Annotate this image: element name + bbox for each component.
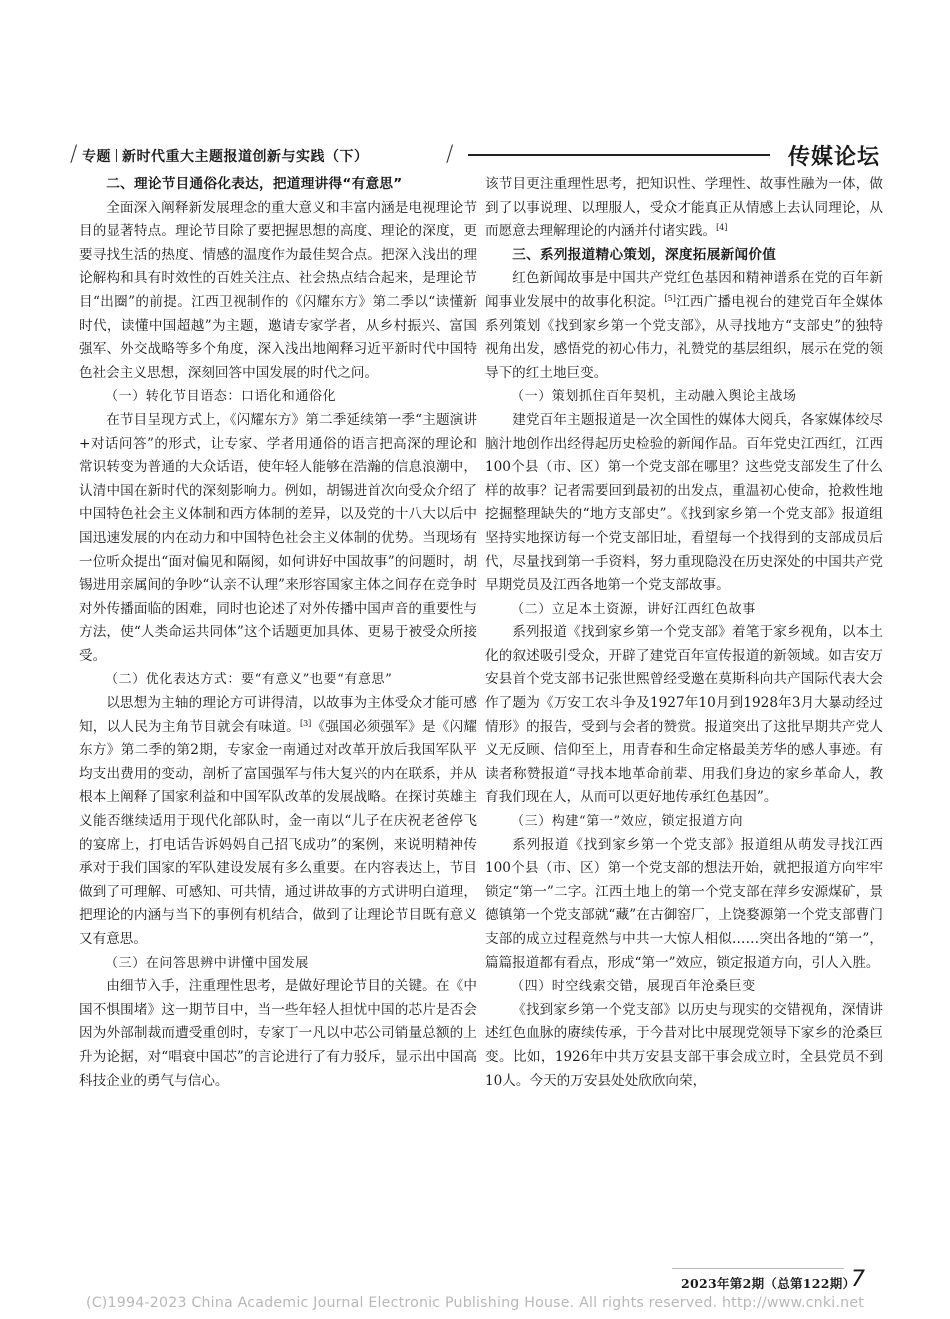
body-paragraph [79,692,477,952]
paragraph-text: 以思想为主轴的理论方可讲得清，以故事为主体受众才能可感知，以人民为主角节目就会有味道。 [79,695,477,735]
header-slash-right: / [446,142,454,167]
section-title: 新时代重大主题报道创新与实践（下） [122,149,369,165]
journal-name: 传媒论坛 [787,145,880,170]
subsection-heading [485,385,883,409]
paragraph-text: 由细节入手，注重理性思考，是做好理论节目的关键。在《中国不惧围堵》这一期节目中，当一些年轻人担忧中国的芯片是否会因为外部制裁而遭受重创时，专家丁一凡以中芯公司销量总额的上升为论据，对“唱衰中国芯”的言论进行了有力驳斥，显示出中国高科技企业的勇气与信心。 [79,978,477,1089]
subsection-heading [485,598,883,622]
body-paragraph [79,197,477,386]
running-header [70,140,880,168]
paragraph-text: 在节目呈现方式上，《闪耀东方》第二季延续第一季“主题演讲+对话问答”的形式，让专家、学者用通俗的语言把高深的理论和常识转变为普通的大众话语，使年轻人能够在浩瀚的信息浪潮中，认清中国在新时代的深刻影响力。例如，胡锡进首次向受众介绍了中国特色社会主义体制和西方体制的差异，以及党的十八大以后中国迅速发展的内在动力和中国特色社会主义体制的优势。当现场有一位听众提出“面对偏见和隔阂，如何讲好中国故事”的问题时，胡锡进用亲属间的争吵“认亲不认理”来形容国家主体之间存在竞争时对外传播面临的困难，同时也论述了对外传播中国声音的重要性与方法，使“人类命运共同体”这个话题更加具体、更易于被受众所接受。 [79,411,477,664]
paragraph-text: 江西广播电视台的建党百年全媒体系列策划《找到家乡第一个党支部》，从寻找地方“支部史”的独特视角出发，感悟党的初心伟力，礼赞党的基层组织，展示在党的领导下的红土地巨变。 [485,293,884,381]
citation-marker: [3] [299,718,312,728]
paragraph-text: 该节目更注重理性思考，把知识性、学理性、故事性融为一体，做到了以事说理、以理服人，受众才能真正从情感上去认同理论，从而愿意去理解理论的内涵并付诸实践。 [485,176,883,240]
body-paragraph [485,834,883,976]
header-slash-left: / [70,142,78,167]
copyright-watermark: (C)1994-2023 China Academic Journal Electronic Publishing House. All rights reserved. http://www.cnki.net [85,1295,865,1311]
section-label: 专题 [82,149,111,165]
citation-marker: [4] [716,223,728,233]
paragraph-text: 《强国必须强军》是《闪耀东方》第二季的第2期，专家金一南通过对改革开放后我国军队平均支出费用的变动，剖析了富国强军与伟大复兴的内在联系，并从根本上阐释了国家利益和中国军队改革的发展战略。在探讨英雄主义能否继续适用于现代化部队时，金一南以“儿子在庆祝老爸停飞的宴席上，打电话告诉妈妈自己招飞成功”的案例，来说明精神传承对于我们国家的军队建设发展有多么重要。在内容表达上，节目做到了可理解、可感知、可共情，通过讲故事的方式讲明白道理，把理论的内涵与当下的事例有机结合，做到了让理论节目既有意义又有意思。 [79,718,478,947]
section-separator [116,149,117,162]
body-paragraph [79,975,477,1093]
left-column [79,173,477,1093]
paragraph-text: （二）立足本土资源，讲好江西红色故事 [511,601,756,617]
paragraph-text: （四）时空线索交错，展现百年沧桑巨变 [511,979,756,995]
body-paragraph [485,173,883,244]
page-number: 7 [851,1267,865,1292]
paragraph-text: 全面深入阐释新发展理念的重大意义和丰富内涵是电视理论节目的显著特点。理论节目除了要把握思想的高度、理论的深度，更要寻找生活的热度、情感的温度作为最佳契合点。把深入浅出的理论解构和具有时效性的百姓关注点、社会热点结合起来，是理论节目“出圈”的前提。江西卫视制作的《闪耀东方》第二季以“读懂新时代，读懂中国超越”为主题，邀请专家学者，从乡村振兴、富国强军、外交战略等多个角度，深入浅出地阐释习近平新时代中国特色社会主义思想，深刻回答中国发展的时代之问。 [79,199,477,381]
body-paragraph [485,409,883,598]
paragraph-text: （一）策划抓住百年契机，主动融入舆论主战场 [511,389,797,405]
subsection-heading [79,668,477,692]
body-paragraph [485,621,883,810]
right-column [485,173,883,1093]
paragraph-text: 三、系列报道精心策划，深度拓展新闻价值 [512,246,777,263]
header-rule [468,154,770,156]
subsection-heading [485,975,883,999]
paragraph-text: 二、理论节目通俗化表达，把道理讲得“有意思” [106,176,403,192]
section-heading-major [79,173,477,197]
subsection-heading [79,952,477,976]
subsection-heading [485,810,883,834]
paragraph-text: （三）构建“第一”效应，锁定报道方向 [511,814,744,830]
paragraph-text: 系列报道《找到家乡第一个党支部》报道组从萌发寻找江西100个县（市、区）第一个党支部的想法开始，就把报道方向牢牢锁定“第一”二字。江西土地上的第一个党支部在萍乡安源煤矿，景德镇第一个党支部就“藏”在古御窑厂，上饶婺源第一个党支部曹门支部的成立过程竟然与中共一大惊人相似……突出各地的“第一”，篇篇报道都有看点，形成“第一”效应，锁定报道方向，引人入胜。 [485,836,883,971]
body-paragraph [485,999,883,1093]
paragraph-text: 《找到家乡第一个党支部》以历史与现实的交错视角，深情讲述红色血脉的赓续传承，于今昔对比中展现党领导下家乡的沧桑巨变。比如，1926年中共万安县支部干事会成立时，全县党员不到10人。今天的万安县处处欣欣向荣， [485,1001,883,1089]
body-paragraph [485,267,883,385]
paragraph-text: （一）转化节目语态：口语化和通俗化 [105,389,337,405]
paragraph-text: （二）优化表达方式：要“有意义”也要“有意思” [105,672,393,688]
paragraph-text: 系列报道《找到家乡第一个党支部》着笔于家乡视角，以本土化的叙述吸引受众，开辟了建党百年宣传报道的新领域。如吉安万安县首个党支部书记张世熙曾经受邀在莫斯科向共产国际代表大会作了题为《万安工农斗争及1927年10月到1928年3月大暴动经过情形》的报告，受到与会者的赞赏。报道突出了这批早期共产党人义无反顾、信仰至上，用青春和生命定格最美芳华的感人事迹。有读者称赞报道“寻找本地革命前辈、用我们身边的家乡革命人，教育我们现在人，从而可以更好地传承红色基因”。 [485,624,883,806]
paragraph-text: （三）在问答思辨中讲懂中国发展 [105,955,310,971]
section-heading [82,146,369,166]
subsection-heading [79,385,477,409]
citation-marker: [5] [664,293,676,303]
issue-info: 2023年第2期（总第122期） [681,1276,856,1291]
paragraph-text: 红色新闻故事是中国共产党红色基因和精神谱系在党的百年新闻事业发展中的故事化积淀。 [485,270,883,310]
section-heading-major [485,244,883,268]
paragraph-text: 建党百年主题报道是一次全国性的媒体大阅兵，各家媒体绞尽脑汁地创作出经得起历史检验的新闻作品。百年党史江西红，江西100个县（市、区）第一个党支部在哪里？这些党支部发生了什么样的故事？记者需要回到最初的出发点，重温初心使命，抢救性地挖掘整理缺失的“地方支部史”。《找到家乡第一个党支部》报道组坚持实地探访每一个党支部旧址，看望每一个找得到的支部成员后代，尽量找到第一手资料，努力重现隐没在历史深处的中国共产党早期党员及江西各地第一个党支部故事。 [485,411,883,594]
body-paragraph [79,409,477,669]
